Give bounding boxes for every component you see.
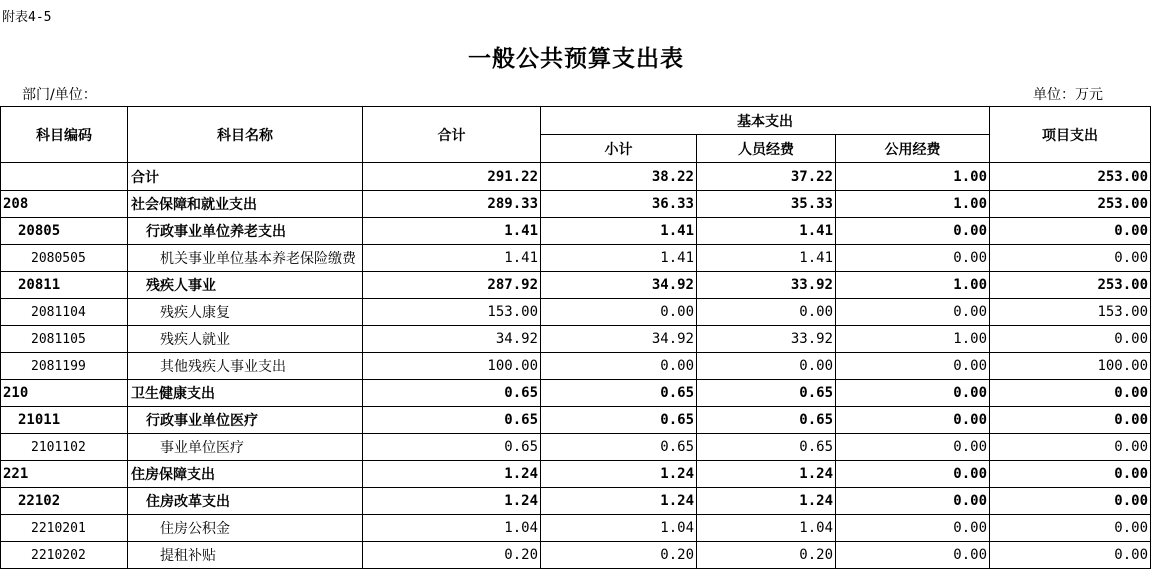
cell-public: 0.00 xyxy=(836,299,990,326)
header-subtotal: 小计 xyxy=(541,135,697,163)
cell-total: 34.92 xyxy=(363,326,541,353)
cell-name: 残疾人就业 xyxy=(128,326,363,353)
cell-subtotal: 34.92 xyxy=(541,326,697,353)
cell-total: 1.24 xyxy=(363,488,541,515)
cell-code: 21011 xyxy=(1,407,128,434)
cell-name: 残疾人事业 xyxy=(128,272,363,299)
cell-personnel: 0.00 xyxy=(697,299,836,326)
table-row xyxy=(1,163,1151,191)
table-row xyxy=(1,245,1151,272)
table-row xyxy=(1,272,1151,299)
cell-personnel: 0.65 xyxy=(697,407,836,434)
cell-total: 287.92 xyxy=(363,272,541,299)
cell-personnel: 0.65 xyxy=(697,380,836,407)
cell-personnel: 1.41 xyxy=(697,218,836,245)
table-row xyxy=(1,434,1151,461)
cell-name: 住房公积金 xyxy=(128,515,363,542)
cell-total: 1.41 xyxy=(363,245,541,272)
cell-code: 2081105 xyxy=(1,326,128,353)
cell-public: 0.00 xyxy=(836,380,990,407)
header-project: 项目支出 xyxy=(990,107,1151,163)
cell-name: 事业单位医疗 xyxy=(128,434,363,461)
cell-name: 行政事业单位养老支出 xyxy=(128,218,363,245)
cell-name: 社会保障和就业支出 xyxy=(128,191,363,218)
cell-project: 0.00 xyxy=(990,515,1151,542)
cell-project: 0.00 xyxy=(990,434,1151,461)
cell-name: 残疾人康复 xyxy=(128,299,363,326)
cell-personnel: 1.04 xyxy=(697,515,836,542)
cell-subtotal: 0.00 xyxy=(541,353,697,380)
table-row xyxy=(1,326,1151,353)
cell-project: 0.00 xyxy=(990,488,1151,515)
cell-total: 291.22 xyxy=(363,163,541,191)
cell-public: 0.00 xyxy=(836,218,990,245)
cell-code: 2101102 xyxy=(1,434,128,461)
table-row xyxy=(1,515,1151,542)
cell-subtotal: 1.04 xyxy=(541,515,697,542)
cell-code: 2081199 xyxy=(1,353,128,380)
table-row xyxy=(1,380,1151,407)
header-name: 科目名称 xyxy=(128,107,363,163)
cell-public: 0.00 xyxy=(836,515,990,542)
cell-total: 0.65 xyxy=(363,380,541,407)
cell-project: 100.00 xyxy=(990,353,1151,380)
cell-name: 合计 xyxy=(128,163,363,191)
cell-subtotal: 1.24 xyxy=(541,488,697,515)
cell-total: 0.20 xyxy=(363,542,541,569)
cell-subtotal: 0.20 xyxy=(541,542,697,569)
cell-subtotal: 1.41 xyxy=(541,218,697,245)
cell-personnel: 0.20 xyxy=(697,542,836,569)
cell-code: 221 xyxy=(1,461,128,488)
cell-project: 0.00 xyxy=(990,380,1151,407)
cell-code: 208 xyxy=(1,191,128,218)
cell-total: 0.65 xyxy=(363,434,541,461)
cell-personnel: 0.00 xyxy=(697,353,836,380)
cell-personnel: 33.92 xyxy=(697,326,836,353)
cell-public: 0.00 xyxy=(836,461,990,488)
cell-total: 1.41 xyxy=(363,218,541,245)
cell-total: 289.33 xyxy=(363,191,541,218)
header-code: 科目编码 xyxy=(1,107,128,163)
table-row xyxy=(1,461,1151,488)
cell-personnel: 0.65 xyxy=(697,434,836,461)
cell-public: 1.00 xyxy=(836,272,990,299)
cell-total: 0.65 xyxy=(363,407,541,434)
cell-code: 22102 xyxy=(1,488,128,515)
cell-code: 2210201 xyxy=(1,515,128,542)
cell-code: 20811 xyxy=(1,272,128,299)
cell-personnel: 1.41 xyxy=(697,245,836,272)
cell-name: 行政事业单位医疗 xyxy=(128,407,363,434)
cell-public: 0.00 xyxy=(836,488,990,515)
cell-personnel: 1.24 xyxy=(697,488,836,515)
table-body xyxy=(1,163,1151,569)
cell-project: 0.00 xyxy=(990,326,1151,353)
cell-name: 机关事业单位基本养老保险缴费 xyxy=(128,245,363,272)
budget-expenditure-table xyxy=(0,106,1151,569)
cell-personnel: 33.92 xyxy=(697,272,836,299)
cell-public: 0.00 xyxy=(836,434,990,461)
table-row xyxy=(1,407,1151,434)
cell-project: 0.00 xyxy=(990,245,1151,272)
cell-code: 2081104 xyxy=(1,299,128,326)
table-row xyxy=(1,353,1151,380)
attachment-label: 附表4-5 xyxy=(2,10,52,25)
cell-name: 住房改革支出 xyxy=(128,488,363,515)
cell-subtotal: 34.92 xyxy=(541,272,697,299)
unit-label: 单位：万元 xyxy=(1033,87,1103,103)
cell-project: 0.00 xyxy=(990,218,1151,245)
cell-project: 253.00 xyxy=(990,272,1151,299)
cell-public: 0.00 xyxy=(836,542,990,569)
cell-name: 卫生健康支出 xyxy=(128,380,363,407)
cell-personnel: 35.33 xyxy=(697,191,836,218)
cell-code: 2210202 xyxy=(1,542,128,569)
cell-subtotal: 1.41 xyxy=(541,245,697,272)
cell-subtotal: 0.65 xyxy=(541,434,697,461)
cell-public: 0.00 xyxy=(836,245,990,272)
cell-total: 1.04 xyxy=(363,515,541,542)
table-row xyxy=(1,299,1151,326)
cell-project: 0.00 xyxy=(990,461,1151,488)
cell-name: 提租补贴 xyxy=(128,542,363,569)
cell-subtotal: 36.33 xyxy=(541,191,697,218)
page-title: 一般公共预算支出表 xyxy=(468,45,684,72)
cell-subtotal: 38.22 xyxy=(541,163,697,191)
header-total: 合计 xyxy=(363,107,541,163)
header-basic: 基本支出 xyxy=(541,107,990,135)
cell-project: 253.00 xyxy=(990,191,1151,218)
table-row xyxy=(1,542,1151,569)
cell-name: 其他残疾人事业支出 xyxy=(128,353,363,380)
cell-subtotal: 0.65 xyxy=(541,380,697,407)
cell-project: 0.00 xyxy=(990,407,1151,434)
cell-code: 2080505 xyxy=(1,245,128,272)
department-label: 部门/单位： xyxy=(22,87,97,103)
cell-project: 0.00 xyxy=(990,542,1151,569)
cell-subtotal: 0.00 xyxy=(541,299,697,326)
table-row xyxy=(1,218,1151,245)
cell-total: 153.00 xyxy=(363,299,541,326)
cell-name: 住房保障支出 xyxy=(128,461,363,488)
cell-code xyxy=(1,163,128,191)
cell-total: 1.24 xyxy=(363,461,541,488)
cell-public: 1.00 xyxy=(836,191,990,218)
cell-code: 210 xyxy=(1,380,128,407)
cell-personnel: 1.24 xyxy=(697,461,836,488)
cell-subtotal: 1.24 xyxy=(541,461,697,488)
table-row xyxy=(1,488,1151,515)
header-personnel: 人员经费 xyxy=(697,135,836,163)
cell-code: 20805 xyxy=(1,218,128,245)
cell-public: 0.00 xyxy=(836,353,990,380)
cell-public: 1.00 xyxy=(836,163,990,191)
cell-public: 1.00 xyxy=(836,326,990,353)
cell-project: 253.00 xyxy=(990,163,1151,191)
cell-total: 100.00 xyxy=(363,353,541,380)
cell-subtotal: 0.65 xyxy=(541,407,697,434)
header-public: 公用经费 xyxy=(836,135,990,163)
cell-public: 0.00 xyxy=(836,407,990,434)
table-row xyxy=(1,191,1151,218)
cell-personnel: 37.22 xyxy=(697,163,836,191)
cell-project: 153.00 xyxy=(990,299,1151,326)
